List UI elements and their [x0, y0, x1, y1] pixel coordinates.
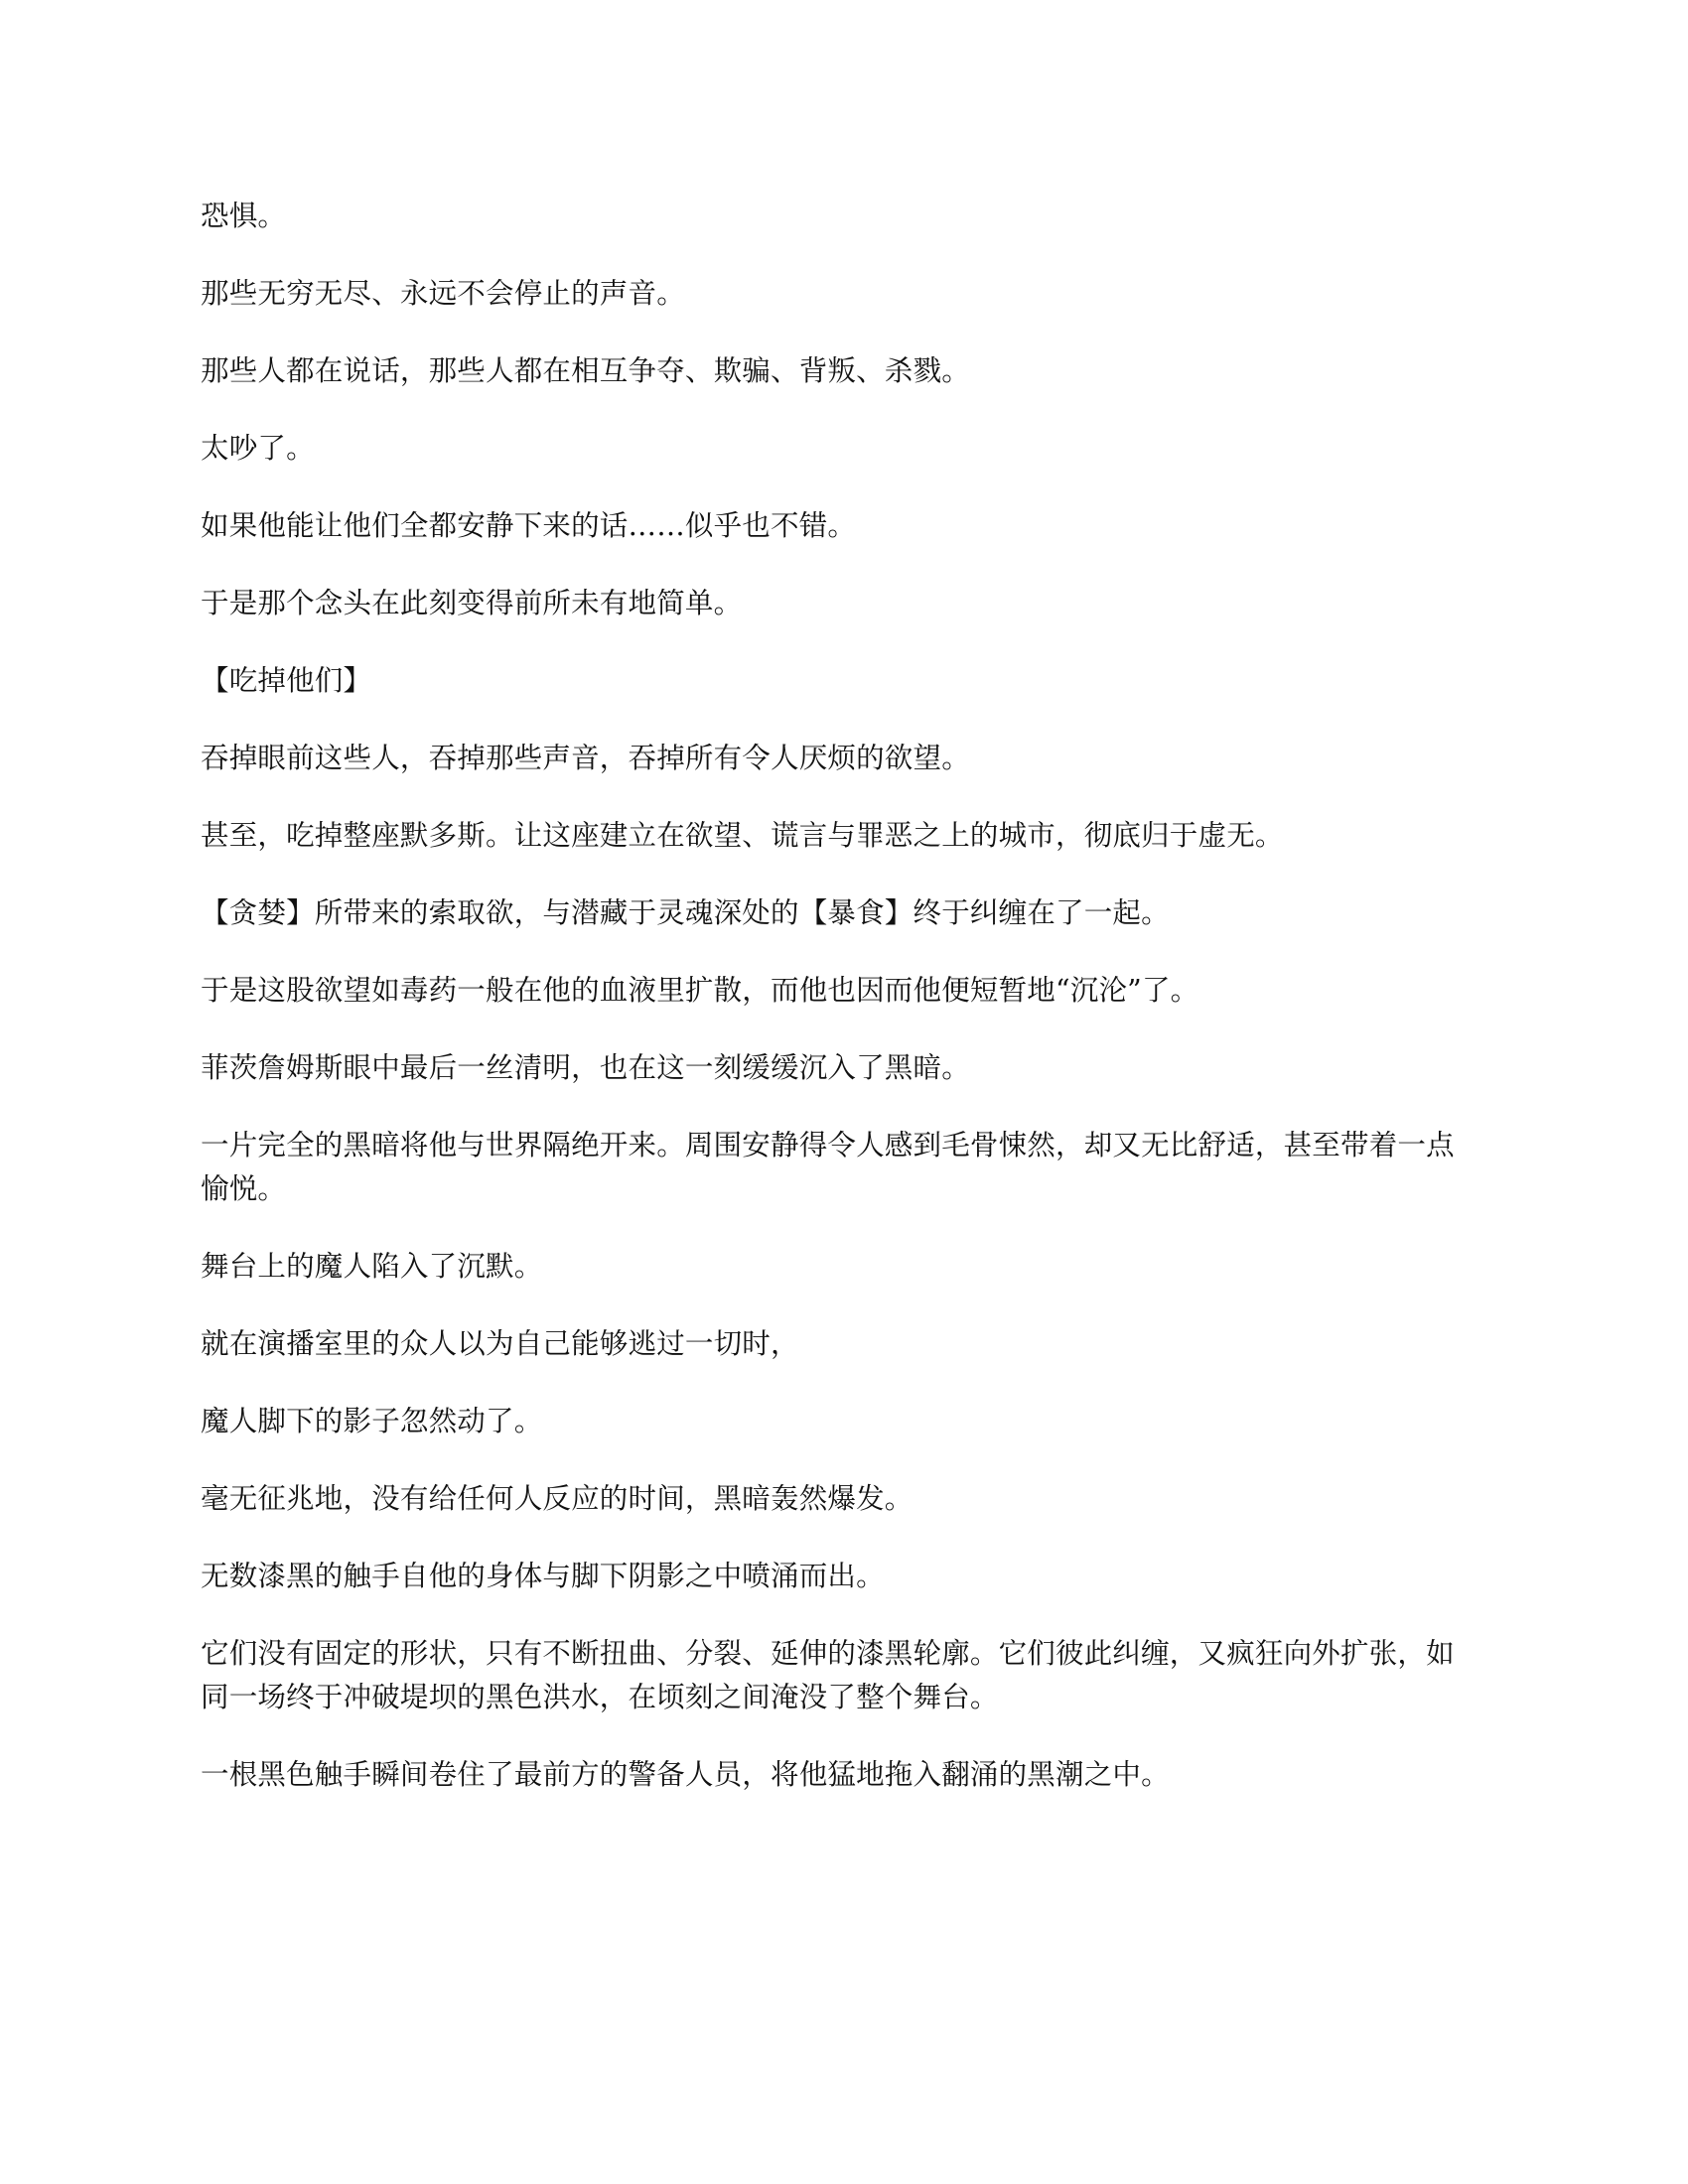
paragraph: 毫无征兆地，没有给任何人反应的时间，黑暗轰然爆发。	[201, 1482, 914, 1515]
paragraph: 【吃掉他们】	[201, 664, 372, 697]
paragraph: 【贪婪】所带来的索取欲，与潜藏于灵魂深处的【暴食】终于纠缠在了一起。	[201, 896, 1170, 929]
paragraph: 太吵了。	[201, 432, 315, 465]
paragraph: 甚至，吃掉整座默多斯。让这座建立在欲望、谎言与罪恶之上的城市，彻底归于虚无。	[201, 819, 1284, 852]
paragraph: 那些无穷无尽、永远不会停止的声音。	[201, 277, 685, 310]
paragraph: 舞台上的魔人陷入了沉默。	[201, 1250, 543, 1283]
paragraph: 一片完全的黑暗将他与世界隔绝开来。周围安静得令人感到毛骨悚然，却又无比舒适，甚至带着一点愉悦。	[201, 1129, 1455, 1205]
paragraph: 菲茨詹姆斯眼中最后一丝清明，也在这一刻缓缓沉入了黑暗。	[201, 1051, 970, 1084]
paragraph: 它们没有固定的形状，只有不断扭曲、分裂、延伸的漆黑轮廓。它们彼此纠缠，又疯狂向外扩张，如同一场终于冲破堤坝的黑色洪水，在顷刻之间淹没了整个舞台。	[201, 1637, 1455, 1713]
paragraph: 那些人都在说话，那些人都在相互争夺、欺骗、背叛、杀戮。	[201, 354, 970, 387]
paragraph: 魔人脚下的影子忽然动了。	[201, 1405, 543, 1437]
paragraph: 无数漆黑的触手自他的身体与脚下阴影之中喷涌而出。	[201, 1560, 885, 1592]
paragraph: 如果他能让他们全都安静下来的话……似乎也不错。	[201, 509, 857, 542]
paragraph: 恐惧。	[201, 200, 287, 232]
paragraph: 于是那个念头在此刻变得前所未有地简单。	[201, 587, 743, 619]
paragraph: 于是这股欲望如毒药一般在他的血液里扩散，而他也因而他便短暂地“沉沦”了。	[201, 974, 1199, 1007]
paragraph: 就在演播室里的众人以为自己能够逃过一切时，	[201, 1327, 799, 1360]
paragraph: 吞掉眼前这些人，吞掉那些声音，吞掉所有令人厌烦的欲望。	[201, 742, 970, 774]
paragraph: 一根黑色触手瞬间卷住了最前方的警备人员，将他猛地拖入翻涌的黑潮之中。	[201, 1758, 1170, 1791]
